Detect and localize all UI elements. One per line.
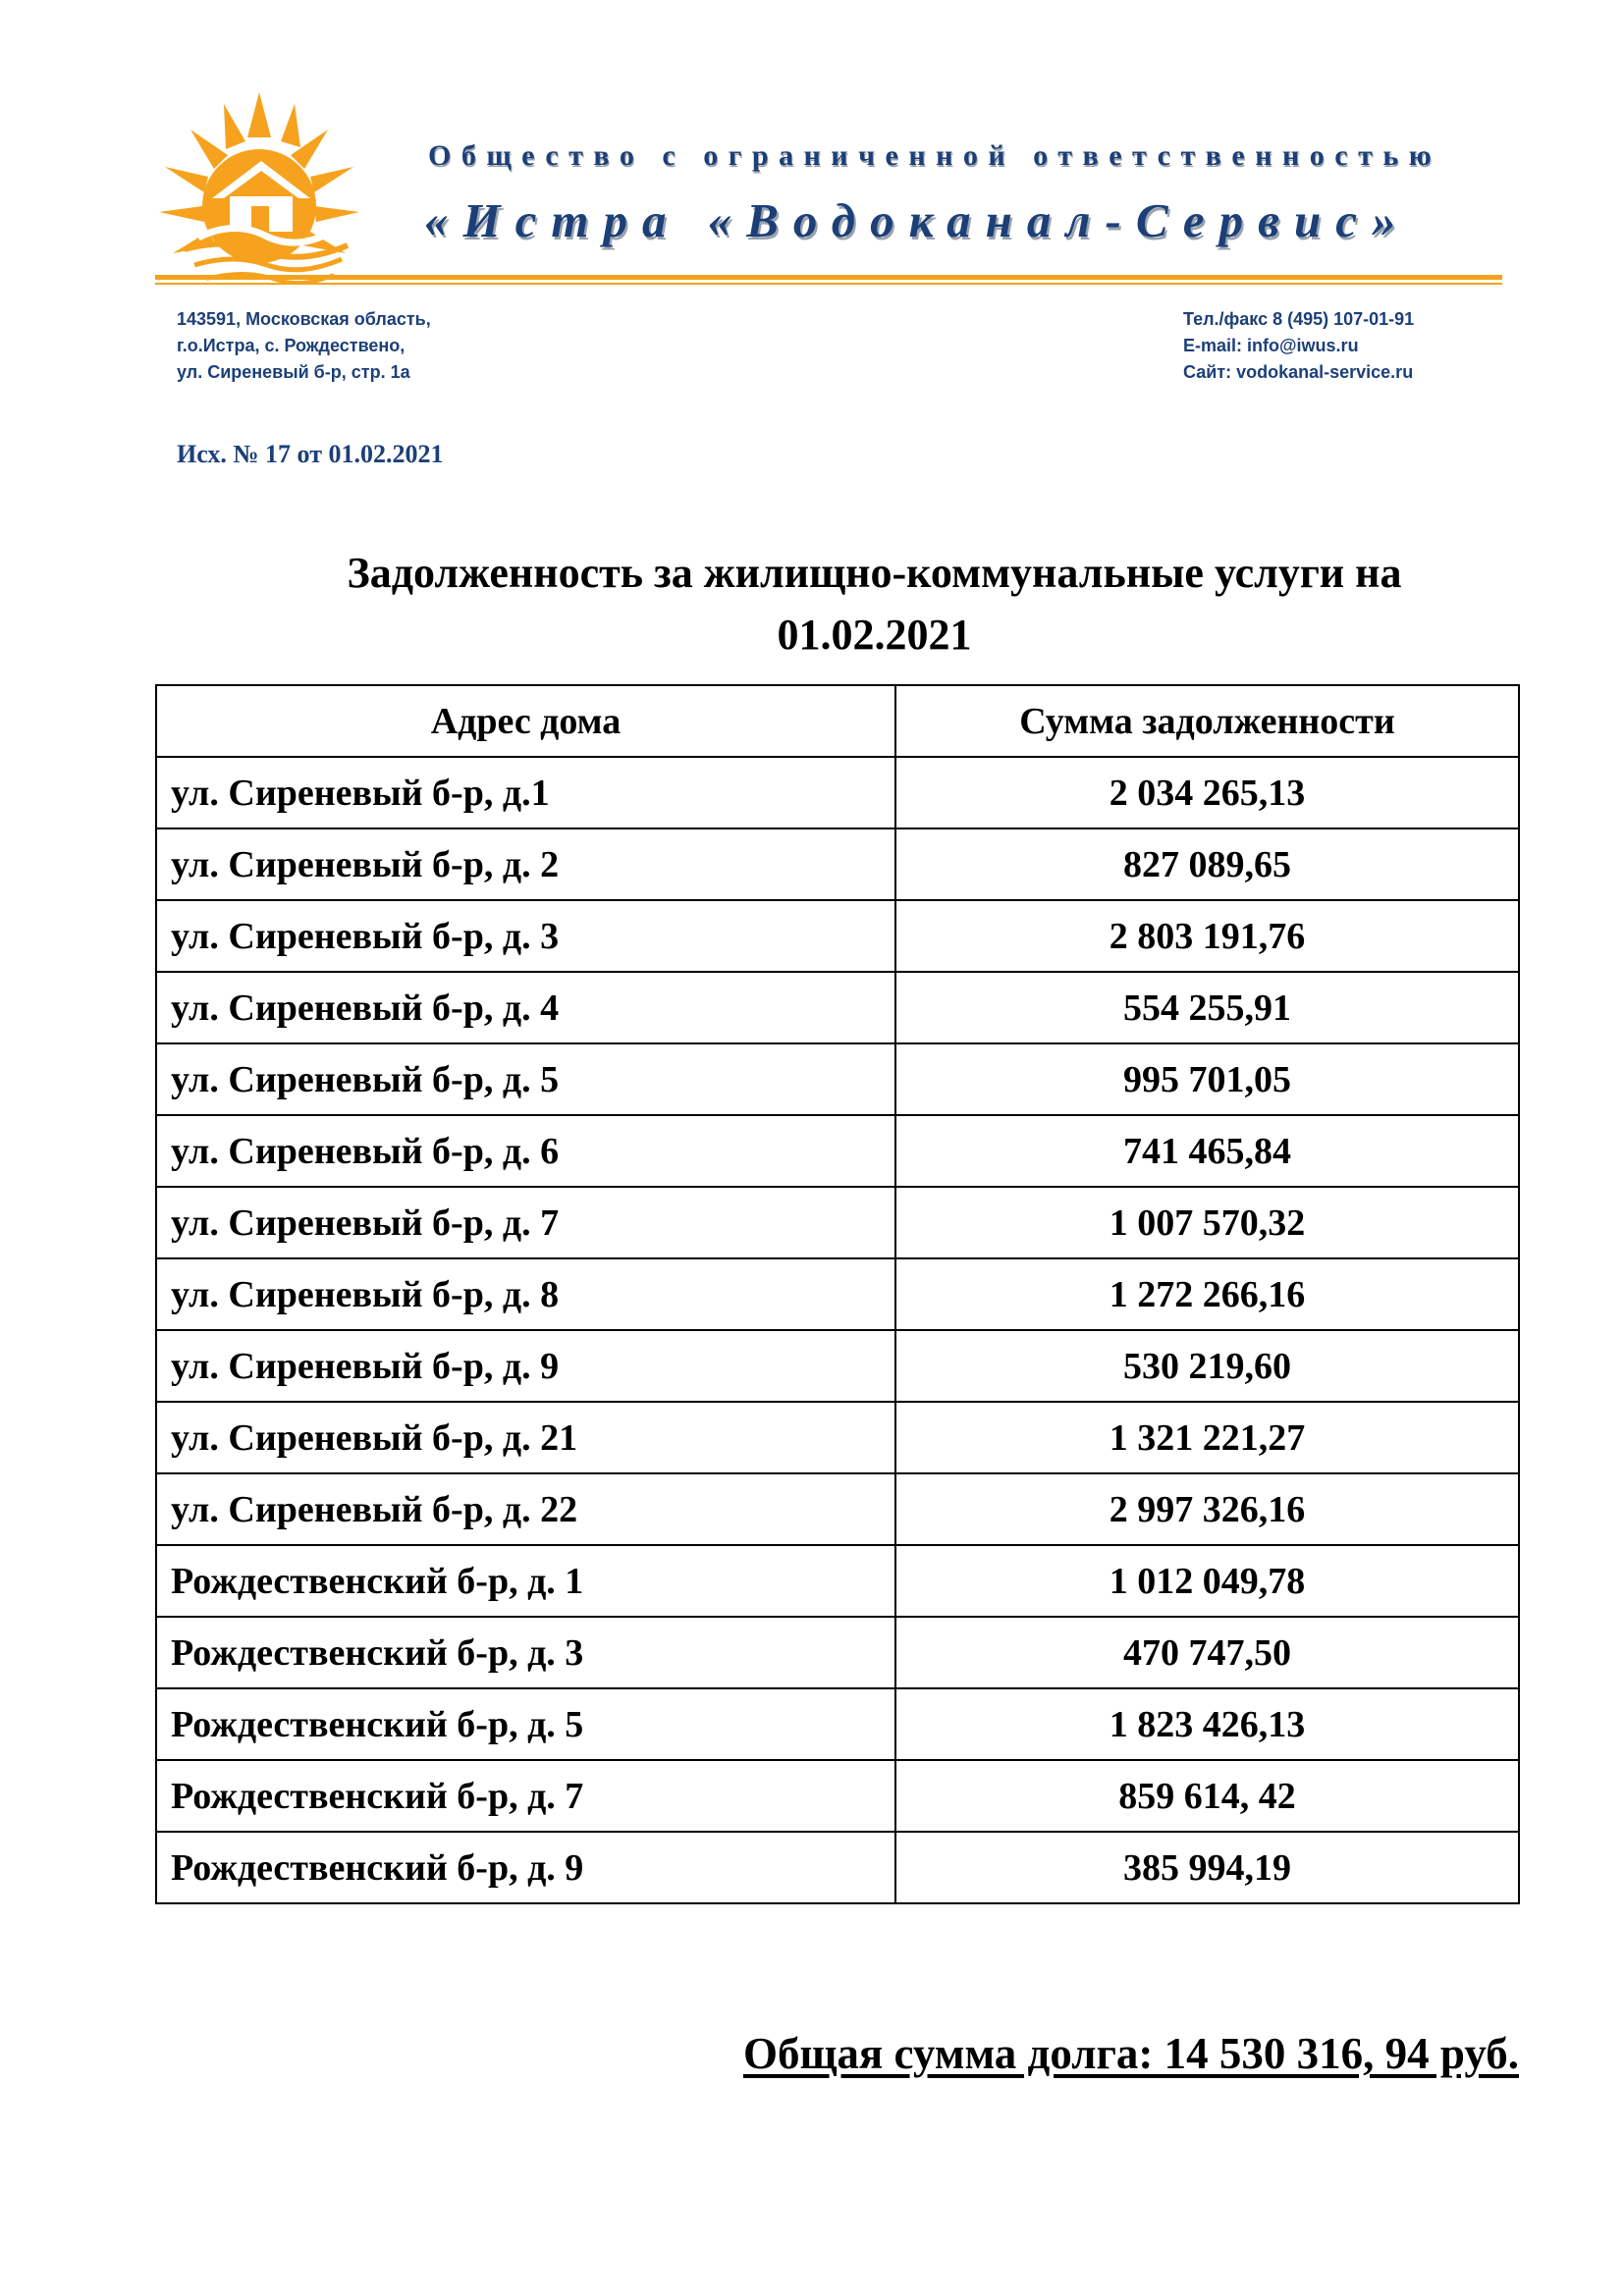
header-divider-thin	[155, 283, 1502, 285]
table-row	[156, 1043, 1519, 1115]
house-address: ул. Сиреневый б-р, д. 21	[156, 1402, 895, 1473]
debt-amount: 1 012 049,78	[895, 1545, 1519, 1617]
debt-amount: 2 997 326,16	[895, 1473, 1519, 1545]
table-row	[156, 1473, 1519, 1545]
debt-amount: 2 803 191,76	[895, 900, 1519, 972]
outgoing-reference-number: Исх. № 17 от 01.02.2021	[177, 440, 444, 468]
column-header-amount: Сумма задолженности	[895, 685, 1519, 757]
website-link[interactable]: Сайт: vodokanal-service.ru	[1183, 362, 1414, 382]
company-legal-form: Общество с ограниченной ответственностью	[428, 139, 1442, 172]
document-title	[155, 542, 1594, 666]
house-address: ул. Сиреневый б-р, д. 9	[156, 1330, 895, 1402]
debt-amount: 554 255,91	[895, 972, 1519, 1043]
table-row	[156, 1760, 1519, 1832]
table-row	[156, 1258, 1519, 1330]
table-row	[156, 900, 1519, 972]
company-address	[177, 306, 431, 386]
total-debt: Общая сумма долга: 14 530 316, 94 руб.	[742, 2029, 1519, 2078]
house-address: Рождественский б-р, д. 7	[156, 1760, 895, 1832]
table-row	[156, 1688, 1519, 1760]
phone-fax: Тел./факс 8 (495) 107-01-91	[1183, 309, 1415, 329]
address-line: ул. Сиреневый б-р, стр. 1а	[177, 362, 410, 382]
header-divider	[155, 275, 1502, 280]
table-row	[156, 1330, 1519, 1402]
house-address: ул. Сиреневый б-р, д. 8	[156, 1258, 895, 1330]
title-line: Задолженность за жилищно-коммунальные услуги на	[347, 549, 1402, 597]
company-name: «Истра «Водоканал-Сервис»	[424, 193, 1411, 247]
house-address: ул. Сиреневый б-р, д. 7	[156, 1187, 895, 1258]
email-link[interactable]: E-mail: info@iwus.ru	[1183, 336, 1359, 355]
debt-amount: 1 823 426,13	[895, 1688, 1519, 1760]
address-line: г.о.Истра, с. Рождествено,	[177, 336, 406, 355]
debt-amount: 827 089,65	[895, 828, 1519, 900]
table-row	[156, 1402, 1519, 1473]
house-address: Рождественский б-р, д. 5	[156, 1688, 895, 1760]
house-address: Рождественский б-р, д. 1	[156, 1545, 895, 1617]
debt-amount: 530 219,60	[895, 1330, 1519, 1402]
table-row	[156, 1115, 1519, 1187]
table-header-row	[156, 685, 1519, 757]
column-header-address: Адрес дома	[156, 685, 895, 757]
title-line: 01.02.2021	[777, 611, 972, 659]
table-row	[156, 1617, 1519, 1688]
address-line: 143591, Московская область,	[177, 309, 431, 329]
house-address: ул. Сиреневый б-р, д. 2	[156, 828, 895, 900]
company-contacts	[1183, 306, 1414, 386]
debt-amount: 859 614, 42	[895, 1760, 1519, 1832]
debt-amount: 741 465,84	[895, 1115, 1519, 1187]
table-row	[156, 1832, 1519, 1903]
house-address: ул. Сиреневый б-р, д. 22	[156, 1473, 895, 1545]
table-row	[156, 1187, 1519, 1258]
debt-amount: 1 272 266,16	[895, 1258, 1519, 1330]
table-row	[156, 757, 1519, 828]
house-address: ул. Сиреневый б-р, д. 3	[156, 900, 895, 972]
house-address: Рождественский б-р, д. 3	[156, 1617, 895, 1688]
debt-amount: 470 747,50	[895, 1617, 1519, 1688]
house-address: Рождественский б-р, д. 9	[156, 1832, 895, 1903]
company-logo-icon	[155, 90, 371, 287]
house-address: ул. Сиреневый б-р, д. 6	[156, 1115, 895, 1187]
debt-amount: 995 701,05	[895, 1043, 1519, 1115]
house-address: ул. Сиреневый б-р, д. 5	[156, 1043, 895, 1115]
debt-table	[155, 684, 1520, 1904]
debt-amount: 1 321 221,27	[895, 1402, 1519, 1473]
debt-amount: 1 007 570,32	[895, 1187, 1519, 1258]
table-row	[156, 972, 1519, 1043]
debt-amount: 2 034 265,13	[895, 757, 1519, 828]
table-row	[156, 1545, 1519, 1617]
debt-amount: 385 994,19	[895, 1832, 1519, 1903]
table-row	[156, 828, 1519, 900]
house-address: ул. Сиреневый б-р, д. 4	[156, 972, 895, 1043]
house-address: ул. Сиреневый б-р, д.1	[156, 757, 895, 828]
